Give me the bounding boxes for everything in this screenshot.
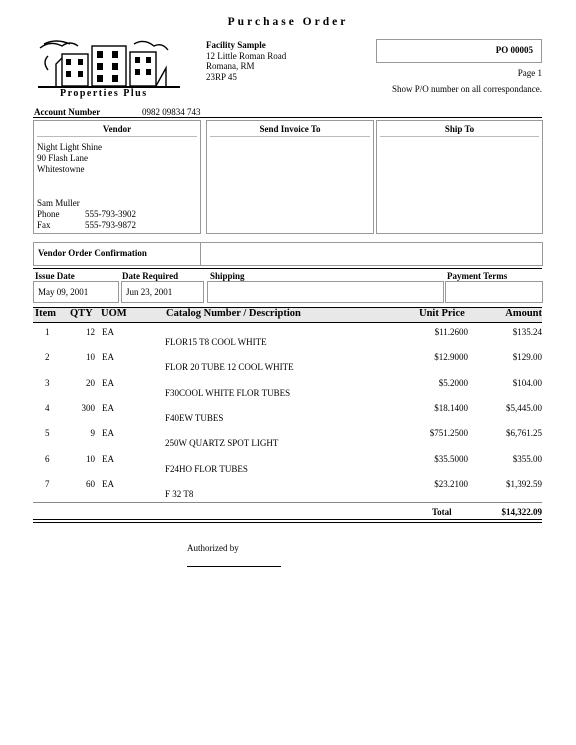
item-description: F 32 T8	[165, 488, 194, 499]
vendor-heading: Vendor	[37, 124, 197, 137]
table-row	[33, 403, 542, 428]
col-amount-header: Amount	[505, 308, 542, 319]
item-qty: 10	[86, 453, 95, 464]
item-qty: 9	[90, 428, 95, 439]
table-row	[33, 378, 542, 403]
item-amount: $129.00	[512, 352, 542, 363]
item-unit-price: $23.2100	[434, 478, 468, 489]
total-bottom-rule-2	[33, 522, 542, 523]
page-number: Page 1	[517, 68, 542, 78]
item-qty: 20	[86, 377, 95, 388]
correspondence-note: Show P/O number on all correspondance.	[392, 84, 542, 94]
item-uom: EA	[102, 377, 114, 388]
item-number: 5	[45, 428, 50, 439]
shipping-label: Shipping	[210, 271, 245, 281]
item-number: 3	[45, 377, 50, 388]
table-row	[33, 479, 542, 504]
item-qty: 300	[81, 402, 95, 413]
send-invoice-heading: Send Invoice To	[210, 124, 370, 137]
item-uom: EA	[102, 478, 114, 489]
send-invoice-box	[206, 120, 374, 234]
fax-value: 555-793-9872	[85, 220, 136, 230]
date-required-field	[121, 281, 204, 303]
logo-text: Properties Plus	[60, 88, 148, 99]
date-required-label: Date Required	[122, 271, 179, 281]
shipping-field	[207, 281, 444, 303]
payment-terms-label: Payment Terms	[447, 271, 508, 281]
vendor-city: Whitestowne	[37, 164, 85, 174]
item-uom: EA	[102, 352, 114, 363]
col-unit-price-header: Unit Price	[419, 308, 465, 319]
vendor-contact	[37, 198, 136, 231]
issue-date-label: Issue Date	[35, 271, 75, 281]
item-amount: $135.24	[512, 327, 542, 337]
facility-address-line3: 23RP 45	[206, 71, 237, 82]
item-amount: $5,445.00	[506, 402, 542, 413]
fax-label: Fax	[37, 220, 51, 230]
item-unit-price: $5.2000	[438, 377, 468, 388]
total-value: $14,322.09	[501, 507, 542, 517]
ship-to-heading: Ship To	[380, 124, 539, 137]
item-unit-price: $18.1400	[434, 402, 468, 413]
col-description-header: Catalog Number / Description	[166, 308, 301, 319]
account-divider	[33, 117, 542, 118]
item-unit-price: $751.2500	[429, 428, 468, 439]
phone-value: 555-793-3902	[85, 209, 136, 219]
col-item-header: Item	[35, 308, 56, 319]
item-description: F24HO FLOR TUBES	[165, 463, 248, 474]
item-number: 1	[45, 327, 50, 337]
item-description: FLOR 20 TUBE 12 COOL WHITE	[165, 362, 294, 373]
vendor-contact-name: Sam Muller	[37, 198, 80, 208]
po-number: PO 00005	[495, 45, 533, 55]
phone-label: Phone	[37, 209, 60, 219]
facility-address-line1: 12 Little Roman Road	[206, 50, 287, 61]
account-number-label: Account Number	[34, 107, 101, 117]
item-uom: EA	[102, 453, 114, 464]
table-row	[33, 454, 542, 479]
col-qty-header: QTY	[70, 308, 93, 319]
signature-line	[187, 566, 281, 567]
date-required-value: Jun 23, 2001	[126, 287, 173, 297]
payment-terms-field	[445, 281, 543, 303]
item-qty: 10	[86, 352, 95, 363]
item-unit-price: $35.5000	[434, 453, 468, 464]
item-uom: EA	[102, 428, 114, 439]
vendor-street: 90 Flash Lane	[37, 153, 88, 163]
document-title: Purchase Order	[227, 16, 349, 28]
table-row	[33, 327, 542, 352]
item-number: 4	[45, 402, 50, 413]
item-amount: $1,392.59	[506, 478, 542, 489]
vendor-address	[37, 142, 102, 175]
total-top-rule	[33, 502, 542, 503]
item-number: 2	[45, 352, 50, 363]
total-bottom-rule-1	[33, 519, 542, 520]
company-logo	[34, 36, 184, 102]
item-description: F40EW TUBES	[165, 412, 224, 423]
authorized-by-label: Authorized by	[187, 543, 239, 553]
issue-date-field	[33, 281, 119, 303]
facility-address-line2: Romana, RM	[206, 61, 255, 71]
item-unit-price: $11.2600	[434, 327, 468, 337]
dates-top-rule	[33, 268, 542, 269]
item-uom: EA	[102, 402, 114, 413]
item-description: FLOR15 T8 COOL WHITE	[165, 337, 267, 347]
item-description: 250W QUARTZ SPOT LIGHT	[165, 438, 279, 449]
item-description: F30COOL WHITE FLOR TUBES	[165, 387, 291, 398]
issue-date-value: May 09, 2001	[38, 287, 89, 297]
total-label: Total	[432, 507, 452, 517]
item-amount: $355.00	[512, 453, 542, 464]
table-row	[33, 428, 542, 453]
vendor-name: Night Light Shine	[37, 142, 102, 152]
item-uom: EA	[102, 327, 114, 337]
item-number: 7	[45, 478, 50, 489]
col-uom-header: UOM	[101, 308, 127, 319]
ship-to-box	[376, 120, 543, 234]
table-row	[33, 352, 542, 377]
po-number-box	[376, 39, 542, 63]
item-amount: $104.00	[512, 377, 542, 388]
item-qty: 60	[86, 478, 95, 489]
item-number: 6	[45, 453, 50, 464]
item-qty: 12	[86, 327, 95, 337]
account-number-value: 0982 09834 743	[142, 107, 201, 117]
facility-name: Facility Sample	[206, 40, 266, 50]
item-unit-price: $12.9000	[434, 352, 468, 363]
item-amount: $6,761.25	[506, 428, 542, 439]
facility-address	[206, 40, 286, 82]
confirmation-divider	[200, 242, 201, 266]
vendor-confirmation-label: Vendor Order Confirmation	[38, 248, 147, 258]
